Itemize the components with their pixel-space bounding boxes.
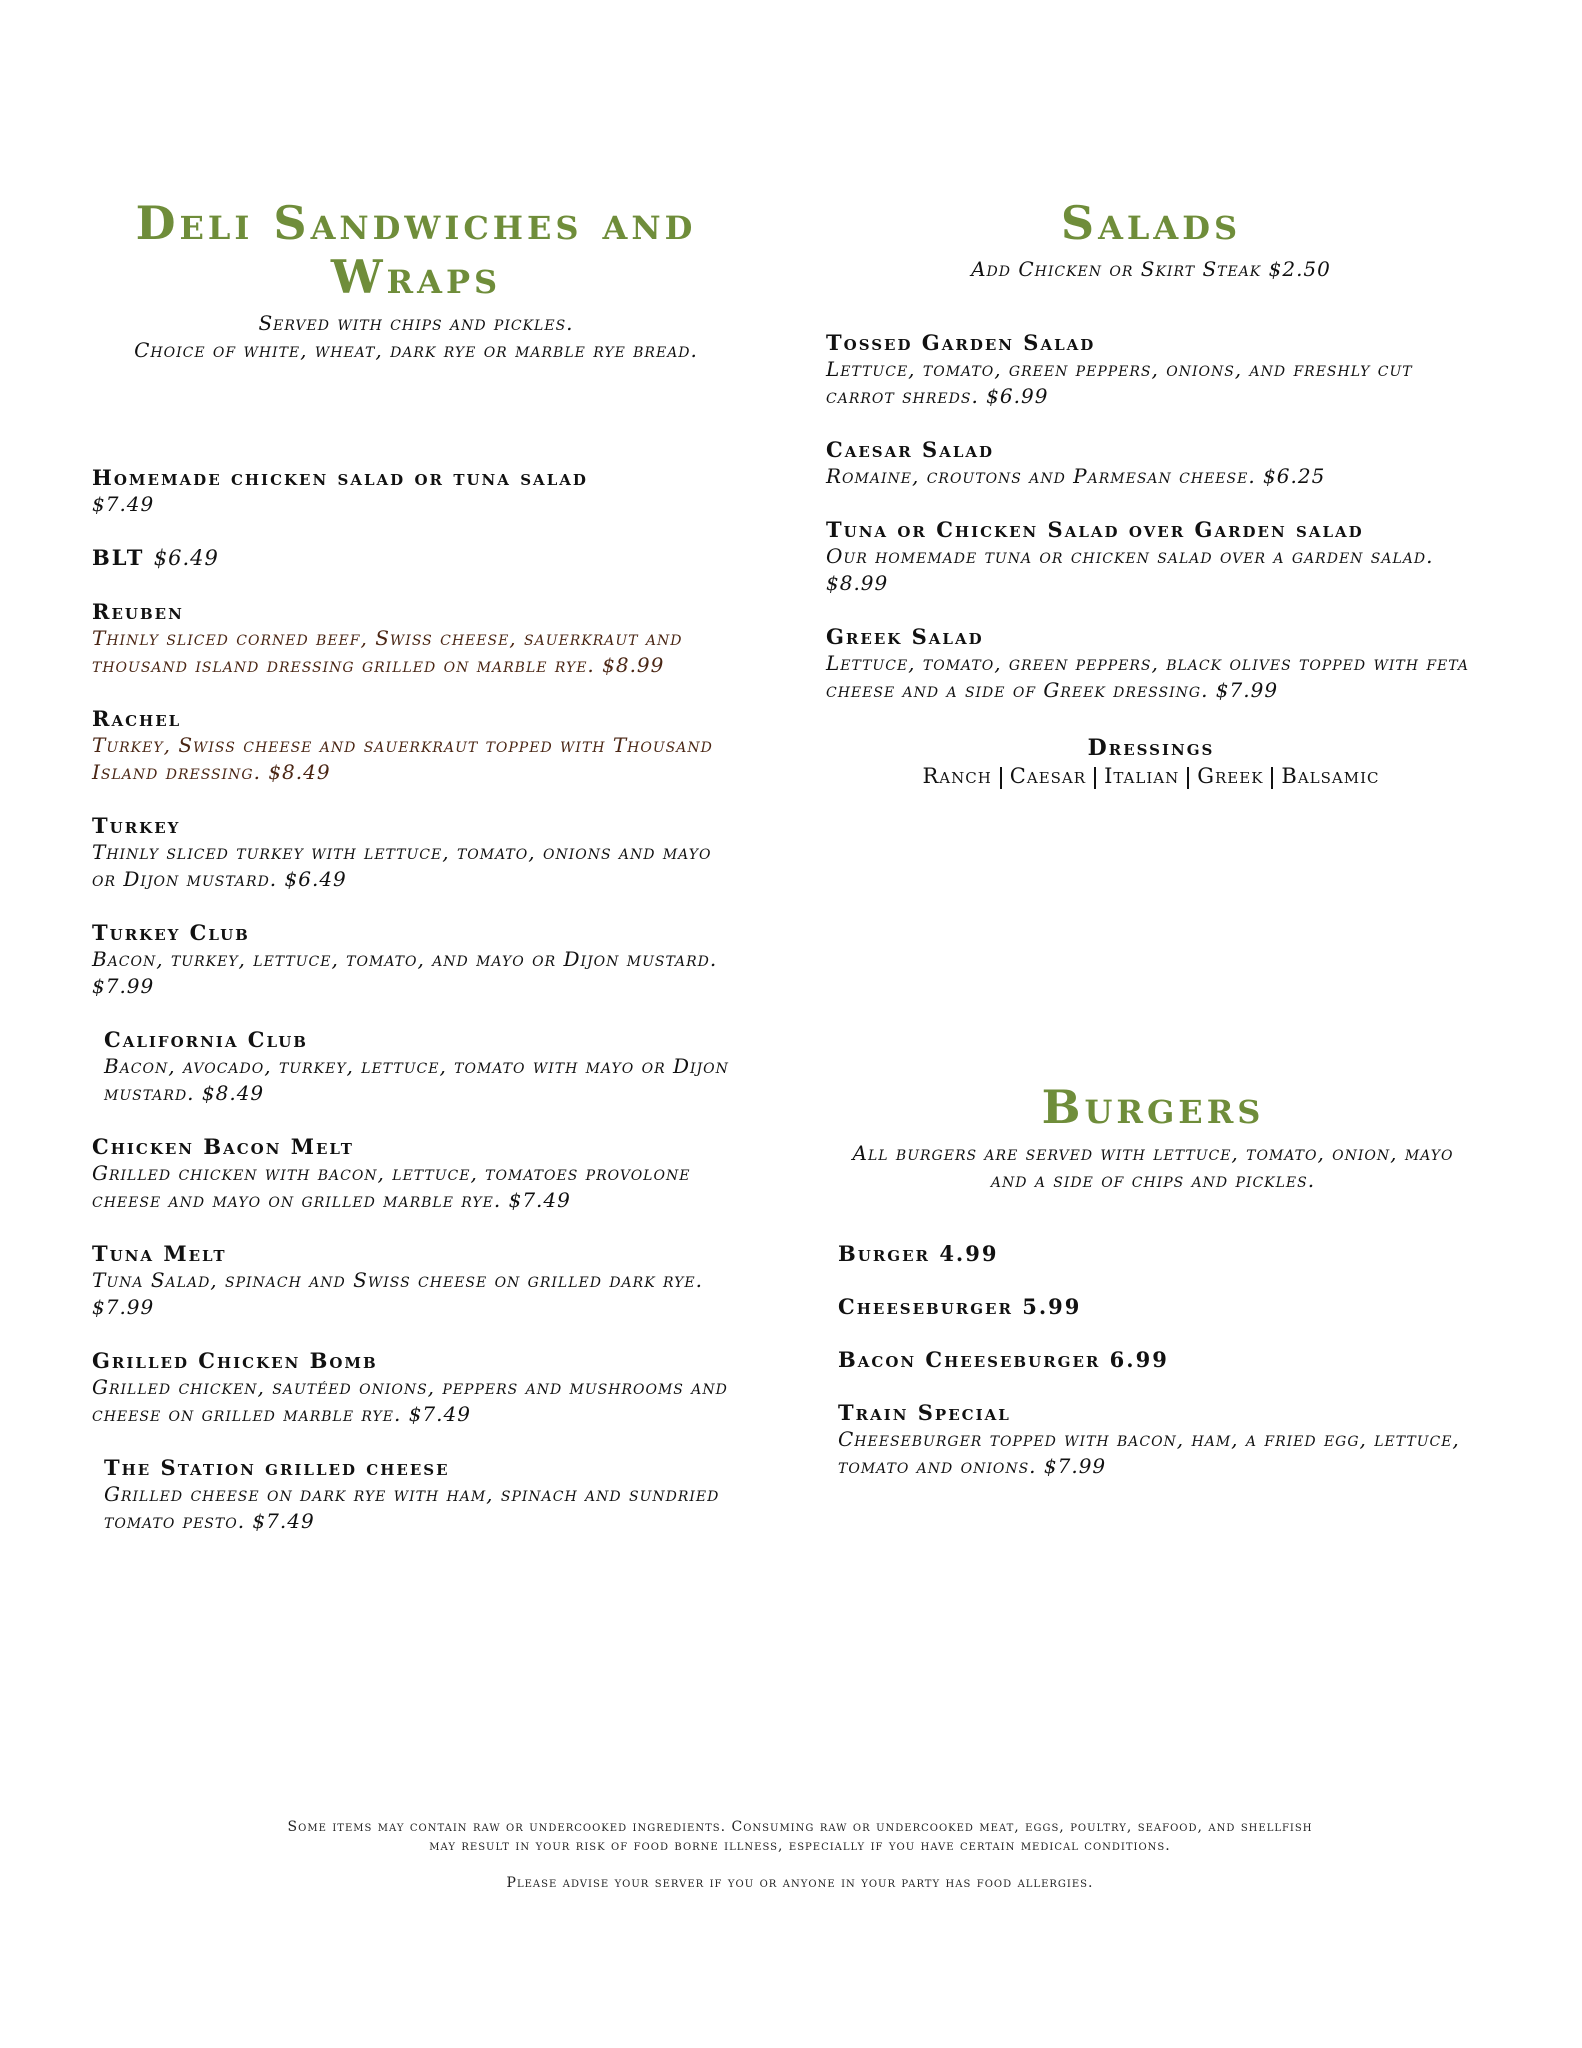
deli-section [92,196,740,1561]
menu-item [92,1240,740,1321]
item-name [92,544,740,572]
item-desc: Grilled cheese on dark rye with ham, spinach and sundried tomato pesto. $7.49 [104,1482,720,1533]
dressings-section [826,734,1476,790]
item-desc: Grilled chicken with bacon, lettuce, tomatoes provolone cheese and mayo on grilled marble rye. $7.49 [92,1161,691,1212]
menu-item [826,516,1476,597]
divider [1271,767,1273,789]
salads-section [826,196,1476,790]
item-desc: Cheeseburger topped with bacon, ham, a fried egg, lettuce, tomato and onions. $7.99 [838,1427,1460,1478]
dressings-list [826,762,1476,790]
menu-item [838,1293,1468,1320]
item-name: Train Special [838,1400,1011,1425]
item-name: Burger 4.99 [838,1241,999,1266]
footer [280,1818,1320,1911]
menu-item [92,544,740,572]
menu-item [838,1399,1468,1480]
dressing-option: Italian [1104,764,1180,788]
item-desc: Thinly sliced corned beef, Swiss cheese, sauerkraut and thousand island dressing grilled on marble rye. $8.99 [92,626,683,677]
item-desc: Tuna Salad, spinach and Swiss cheese on grilled dark rye. $7.99 [92,1268,703,1319]
dressing-option: Caesar [1009,764,1087,788]
item-desc: Lettuce, tomato, green peppers, black olives topped with feta cheese and a side of Greek dressing. $7.99 [826,651,1469,702]
item-name: Greek Salad [826,624,984,649]
item-desc: Our homemade tuna or chicken salad over a garden salad. $8.99 [826,544,1434,595]
item-name: Chicken Bacon Melt [92,1134,354,1159]
item-desc: Bacon, turkey, lettuce, tomato, and mayo or Dijon mustard. $7.99 [92,947,718,998]
menu-item [826,329,1476,410]
burgers-title: Burgers [1041,1080,1265,1134]
dressing-option: Greek [1197,764,1264,788]
divider [1000,767,1002,789]
menu-item [838,1346,1468,1373]
salads-title: Salads [1060,196,1242,250]
menu-item [92,1347,740,1428]
menu-item [92,464,740,518]
footer-allergy: Please advise your server if you or anyone in your party has food allergies. [506,1875,1094,1891]
item-name: The Station grilled cheese [104,1455,450,1480]
item-desc: Bacon, avocado, turkey, lettuce, tomato with mayo or Dijon mustard. $8.49 [104,1054,729,1105]
menu-item [826,436,1476,490]
item-name: Tuna Melt [92,1241,227,1266]
item-name: Turkey [92,813,181,838]
item-desc: Thinly sliced turkey with lettuce, tomato, onions and mayo or Dijon mustard. $6.49 [92,840,712,891]
menu-item [92,1026,740,1107]
item-desc: $7.49 [92,492,155,516]
burgers-section [838,1080,1468,1506]
burgers-subtitle: All burgers are served with lettuce, tomato, onion, mayo and a side of chips and pickles. [852,1141,1454,1192]
item-name: Turkey Club [92,920,250,945]
dressing-option: Ranch [922,764,992,788]
item-price: $6.49 [153,546,219,570]
item-desc: Turkey, Swiss cheese and sauerkraut topped with Thousand Island dressing. $8.49 [92,733,713,784]
dressings-title: Dressings [1087,735,1215,761]
item-name: Homemade chicken salad or tuna salad [92,465,588,490]
item-name-text: BLT [92,545,145,570]
item-name: Grilled Chicken Bomb [92,1348,378,1373]
menu-item [826,623,1476,704]
salads-subtitle: Add Chicken or Skirt Steak $2.50 [971,257,1331,281]
divider [1094,767,1096,789]
menu-item [92,1454,740,1535]
menu-item [92,598,740,679]
menu-item [92,919,740,1000]
item-name: Rachel [92,706,182,731]
menu-item [92,705,740,786]
item-name: Bacon Cheeseburger 6.99 [838,1347,1169,1372]
deli-title: Deli Sandwiches and Wraps [135,196,697,304]
menu-item [838,1240,1468,1267]
item-name: Caesar Salad [826,437,995,462]
menu-item [92,1133,740,1214]
item-desc: Lettuce, tomato, green peppers, onions, and freshly cut carrot shreds. $6.99 [826,357,1413,408]
item-name: Tuna or Chicken Salad over Garden salad [826,517,1364,542]
item-name: California Club [104,1027,308,1052]
menu-item [92,812,740,893]
footer-warning: Some items may contain raw or undercooked ingredients. Consuming raw or undercooked meat, eggs, poultry, seafood, and shellfish may result in your risk of food borne illness, especially if you have certain medical conditions. [287,1819,1313,1854]
deli-subtitle-2: Choice of white, wheat, dark rye or marble rye bread. [134,338,698,362]
item-desc: Grilled chicken, sautéed onions, peppers and mushrooms and cheese on grilled marble rye. $7.49 [92,1375,728,1426]
item-name: Cheeseburger 5.99 [838,1294,1082,1319]
divider [1187,767,1189,789]
item-name: Tossed Garden Salad [826,330,1096,355]
item-name: Reuben [92,599,184,624]
item-desc: Romaine, croutons and Parmesan cheese. $6.25 [826,464,1326,488]
deli-subtitle-1: Served with chips and pickles. [258,311,574,335]
dressing-option: Balsamic [1281,764,1380,788]
